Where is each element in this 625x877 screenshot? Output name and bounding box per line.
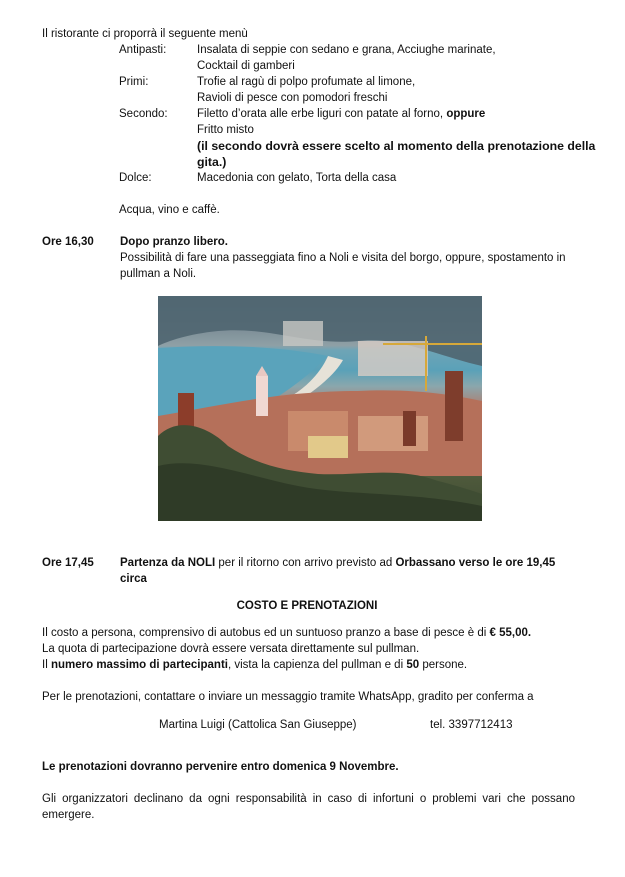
menu-secondo-note-1: (il secondo dovrà essere scelto al momento della prenotazione della bbox=[197, 139, 596, 153]
medieval-tower-right bbox=[445, 371, 463, 441]
menu-secondo-text: Filetto d’orata alle erbe liguri con patate al forno, bbox=[197, 108, 447, 120]
costs-price: € 55,00. bbox=[489, 627, 532, 639]
menu-secondo-note-2: gita.) bbox=[197, 155, 227, 169]
menu-secondo-line-2: Fritto misto bbox=[197, 124, 254, 136]
schedule-text bbox=[120, 555, 575, 587]
menu-secondo-oppure: oppure bbox=[446, 108, 486, 120]
contact-name: Martina Luigi (Cattolica San Giuseppe) bbox=[159, 719, 357, 731]
noli-landscape-illustration bbox=[158, 296, 482, 521]
booking-deadline: Le prenotazioni dovranno pervenire entro domenica 9 Novembre. bbox=[42, 761, 399, 773]
menu-label-secondo: Secondo: bbox=[119, 108, 168, 120]
costs-line-1-text: Il costo a persona, comprensivo di autobus ed un suntuoso pranzo a base di pesce è di bbox=[42, 627, 490, 639]
menu-label-antipasti: Antipasti: bbox=[119, 44, 167, 56]
menu-drinks: Acqua, vino e caffè. bbox=[119, 204, 220, 216]
costs-line-3-mid: , vista la capienza del pullman e di bbox=[227, 659, 407, 671]
schedule-title: Dopo pranzo libero. bbox=[120, 236, 228, 248]
costs-max-number: 50 bbox=[406, 659, 420, 671]
bell-tower bbox=[256, 376, 268, 416]
menu-primi-line-1: Trofie al ragù di polpo profumate al limone, bbox=[197, 76, 416, 88]
menu-antipasti-line-1: Insalata di seppie con sedano e grana, Acciughe marinate, bbox=[197, 44, 496, 56]
schedule-time: Ore 16,30 bbox=[42, 236, 94, 248]
menu-secondo-line-1 bbox=[197, 106, 485, 122]
contact-phone[interactable]: tel. 3397712413 bbox=[430, 719, 513, 731]
costs-line-1 bbox=[42, 625, 531, 641]
menu-intro: Il ristorante ci proporrà il seguente menù bbox=[42, 28, 248, 40]
yellow-house bbox=[308, 436, 348, 458]
menu-label-primi: Primi: bbox=[119, 76, 149, 88]
distant-buildings-right bbox=[358, 341, 428, 376]
costs-heading: COSTO E PRENOTAZIONI bbox=[236, 600, 378, 612]
costs-line-3 bbox=[42, 657, 467, 673]
menu-antipasti-line-2: Cocktail di gamberi bbox=[197, 60, 295, 72]
costs-line-3-pre: Il bbox=[42, 659, 51, 671]
costs-line-3-post: persone. bbox=[419, 659, 468, 671]
departure-text: per il ritorno con arrivo previsto ad bbox=[215, 557, 396, 569]
schedule-text: Possibilità di fare una passeggiata fino a Noli e visita del borgo, oppure, spostamento in pullman a Noli. bbox=[120, 252, 566, 280]
booking-text: Per le prenotazioni, contattare o inviare un messaggio tramite WhatsApp, gradito per conferma a bbox=[42, 691, 534, 703]
houses-cluster-right bbox=[358, 416, 428, 451]
costs-max-participants: numero massimo di partecipanti bbox=[50, 659, 228, 671]
menu-dolce-line: Macedonia con gelato, Torta della casa bbox=[197, 172, 397, 184]
departure-bold: Partenza da NOLI bbox=[120, 557, 216, 569]
distant-buildings bbox=[283, 321, 323, 346]
schedule-time: Ore 17,45 bbox=[42, 557, 94, 569]
disclaimer: Gli organizzatori declinano da ogni responsabilità in caso di infortuni o problemi vari che possano emergere. bbox=[42, 793, 575, 821]
menu-label-dolce: Dolce: bbox=[119, 172, 152, 184]
menu-primi-line-2: Ravioli di pesce con pomodori freschi bbox=[197, 92, 388, 104]
noli-photo bbox=[158, 296, 482, 521]
arrival-bold: Orbassano verso le ore 19,45 circa bbox=[120, 557, 556, 585]
costs-line-2: La quota di partecipazione dovrà essere versata direttamente sul pullman. bbox=[42, 643, 420, 655]
medieval-tower-middle bbox=[403, 411, 416, 446]
